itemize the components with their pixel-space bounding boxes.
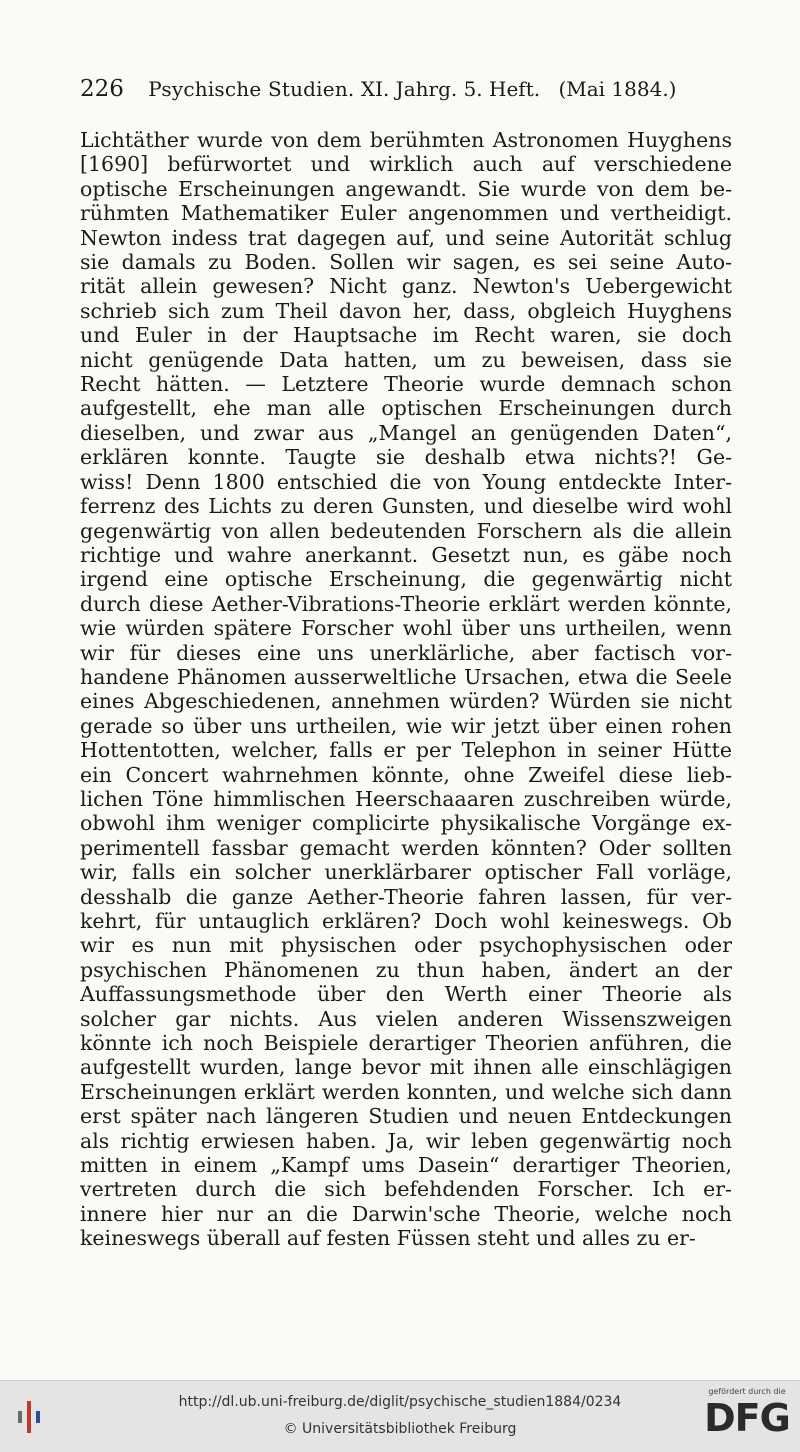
text-line: lichen Töne himmlischen Heerschaaaren zuschreiben würde, (80, 786, 732, 811)
text-line: desshalb die ganze Aether-Theorie fahren lassen, für ver- (80, 884, 732, 909)
dfg-logo-mark: DFG (704, 1396, 790, 1440)
text-line: aufgestellt, ehe man alle optischen Erscheinungen durch (80, 396, 732, 421)
text-line: irgend eine optische Erscheinung, die gegenwärtig nicht (80, 567, 732, 592)
text-line: rühmten Mathematiker Euler angenommen und vertheidigt. (80, 201, 732, 226)
text-line: [1690] befürwortet und wirklich auch auf verschiedene (80, 152, 732, 177)
text-line: eines Abgeschiedenen, annehmen würden? Würden sie nicht (80, 689, 732, 714)
text-line: innere hier nur an die Darwin'sche Theorie, welche noch (80, 1201, 732, 1226)
issue-date: (Mai 1884.) (558, 77, 677, 101)
text-line: rität allein gewesen? Nicht ganz. Newton's Uebergewicht (80, 274, 732, 299)
text-line: Auffassungsmethode über den Werth einer Theorie als (80, 982, 732, 1007)
text-line: nicht genügende Data hatten, um zu beweisen, dass sie (80, 347, 732, 372)
text-line: solcher gar nichts. Aus vielen anderen Wissenszweigen (80, 1006, 732, 1031)
text-line: und Euler in der Hauptsache im Recht waren, sie doch (80, 323, 732, 348)
text-line: erklären konnte. Taugte sie deshalb etwa nichts?! Ge- (80, 445, 732, 470)
dfg-logo (704, 1387, 790, 1445)
text-line: wir es nun mit physischen oder psychophysischen oder (80, 933, 732, 958)
text-line: keineswegs überall auf festen Füssen steht und alles zu er- (80, 1226, 696, 1251)
running-header (80, 76, 740, 102)
page-number: 226 (80, 76, 124, 102)
text-line: wir, falls ein solcher unerklärbarer optischer Fall vorläge, (80, 860, 732, 885)
text-line: ferrenz des Lichts zu deren Gunsten, und dieselbe wird wohl (80, 494, 732, 519)
body-text (80, 128, 732, 1251)
text-line: Newton indess trat dagegen auf, und seine Autorität schlug (80, 225, 732, 250)
viewer-footer (0, 1380, 800, 1452)
volume-info: XI. Jahrg. 5. Heft. (360, 77, 541, 101)
text-line: Recht hätten. — Letztere Theorie wurde demnach schon (80, 372, 732, 397)
text-line: perimentell fassbar gemacht werden könnten? Oder sollten (80, 835, 732, 860)
text-line: Hottentotten, welcher, falls er per Telephon in seiner Hütte (80, 738, 732, 763)
journal-title: Psychische Studien. (148, 77, 355, 101)
dfg-funding-note: gefördert durch die (708, 1387, 786, 1396)
text-line: erst später nach längeren Studien und neuen Entdeckungen (80, 1104, 732, 1129)
text-line: wie würden spätere Forscher wohl über uns urtheilen, wenn (80, 616, 732, 641)
text-line: als richtig erwiesen haben. Ja, wir leben gegenwärtig noch (80, 1128, 732, 1153)
text-line: gegenwärtig von allen bedeutenden Forschern als die allein (80, 518, 732, 543)
text-line: handene Phänomen ausserweltliche Ursachen, etwa die Seele (80, 664, 732, 689)
text-line: dieselben, und zwar aus „Mangel an genügenden Daten“, (80, 420, 732, 445)
permalink-url[interactable]: http://dl.ub.uni-freiburg.de/diglit/psychische_studien1884/0234 (178, 1394, 622, 1410)
text-line: Erscheinungen erklärt werden konnten, und welche sich dann (80, 1079, 732, 1104)
text-line: durch diese Aether-Vibrations-Theorie erklärt werden könnte, (80, 591, 732, 616)
text-line: könnte ich noch Beispiele derartiger Theorien anführen, die (80, 1031, 732, 1056)
text-line: kehrt, für untauglich erklären? Doch wohl keineswegs. Ob (80, 909, 732, 933)
text-line: wir für dieses eine uns unerklärliche, aber factisch vor- (80, 640, 732, 665)
text-line: schrieb sich zum Theil davon her, dass, obgleich Huyghens (80, 298, 732, 323)
text-line: vertreten durch die sich befehdenden Forscher. Ich er- (80, 1177, 732, 1202)
text-line: sie damals zu Boden. Sollen wir sagen, es sei seine Auto- (80, 250, 732, 275)
text-line: obwohl ihm weniger complicirte physikalische Vorgänge ex- (80, 811, 732, 836)
text-line: Lichtäther wurde von dem berühmten Astronomen Huyghens (80, 128, 732, 152)
text-line: gerade so über uns urtheilen, wie wir jetzt über einen rohen (80, 713, 732, 738)
text-line: wiss! Denn 1800 entschied die von Young entdeckte Inter- (80, 469, 732, 494)
copyright-notice: © Universitätsbibliothek Freiburg (283, 1421, 517, 1437)
text-line: psychischen Phänomenen zu thun haben, ändert an der (80, 957, 732, 982)
text-line: richtige und wahre anerkannt. Gesetzt nun, es gäbe noch (80, 542, 732, 567)
text-line: ein Concert wahrnehmen könnte, ohne Zweifel diese lieb- (80, 762, 732, 787)
text-line: mitten in einem „Kampf ums Dasein“ derartiger Theorien, (80, 1153, 732, 1178)
text-line: aufgestellt wurden, lange bevor mit ihnen alle einschlägigen (80, 1055, 732, 1080)
text-line: optische Erscheinungen angewandt. Sie wurde von dem be- (80, 176, 732, 201)
